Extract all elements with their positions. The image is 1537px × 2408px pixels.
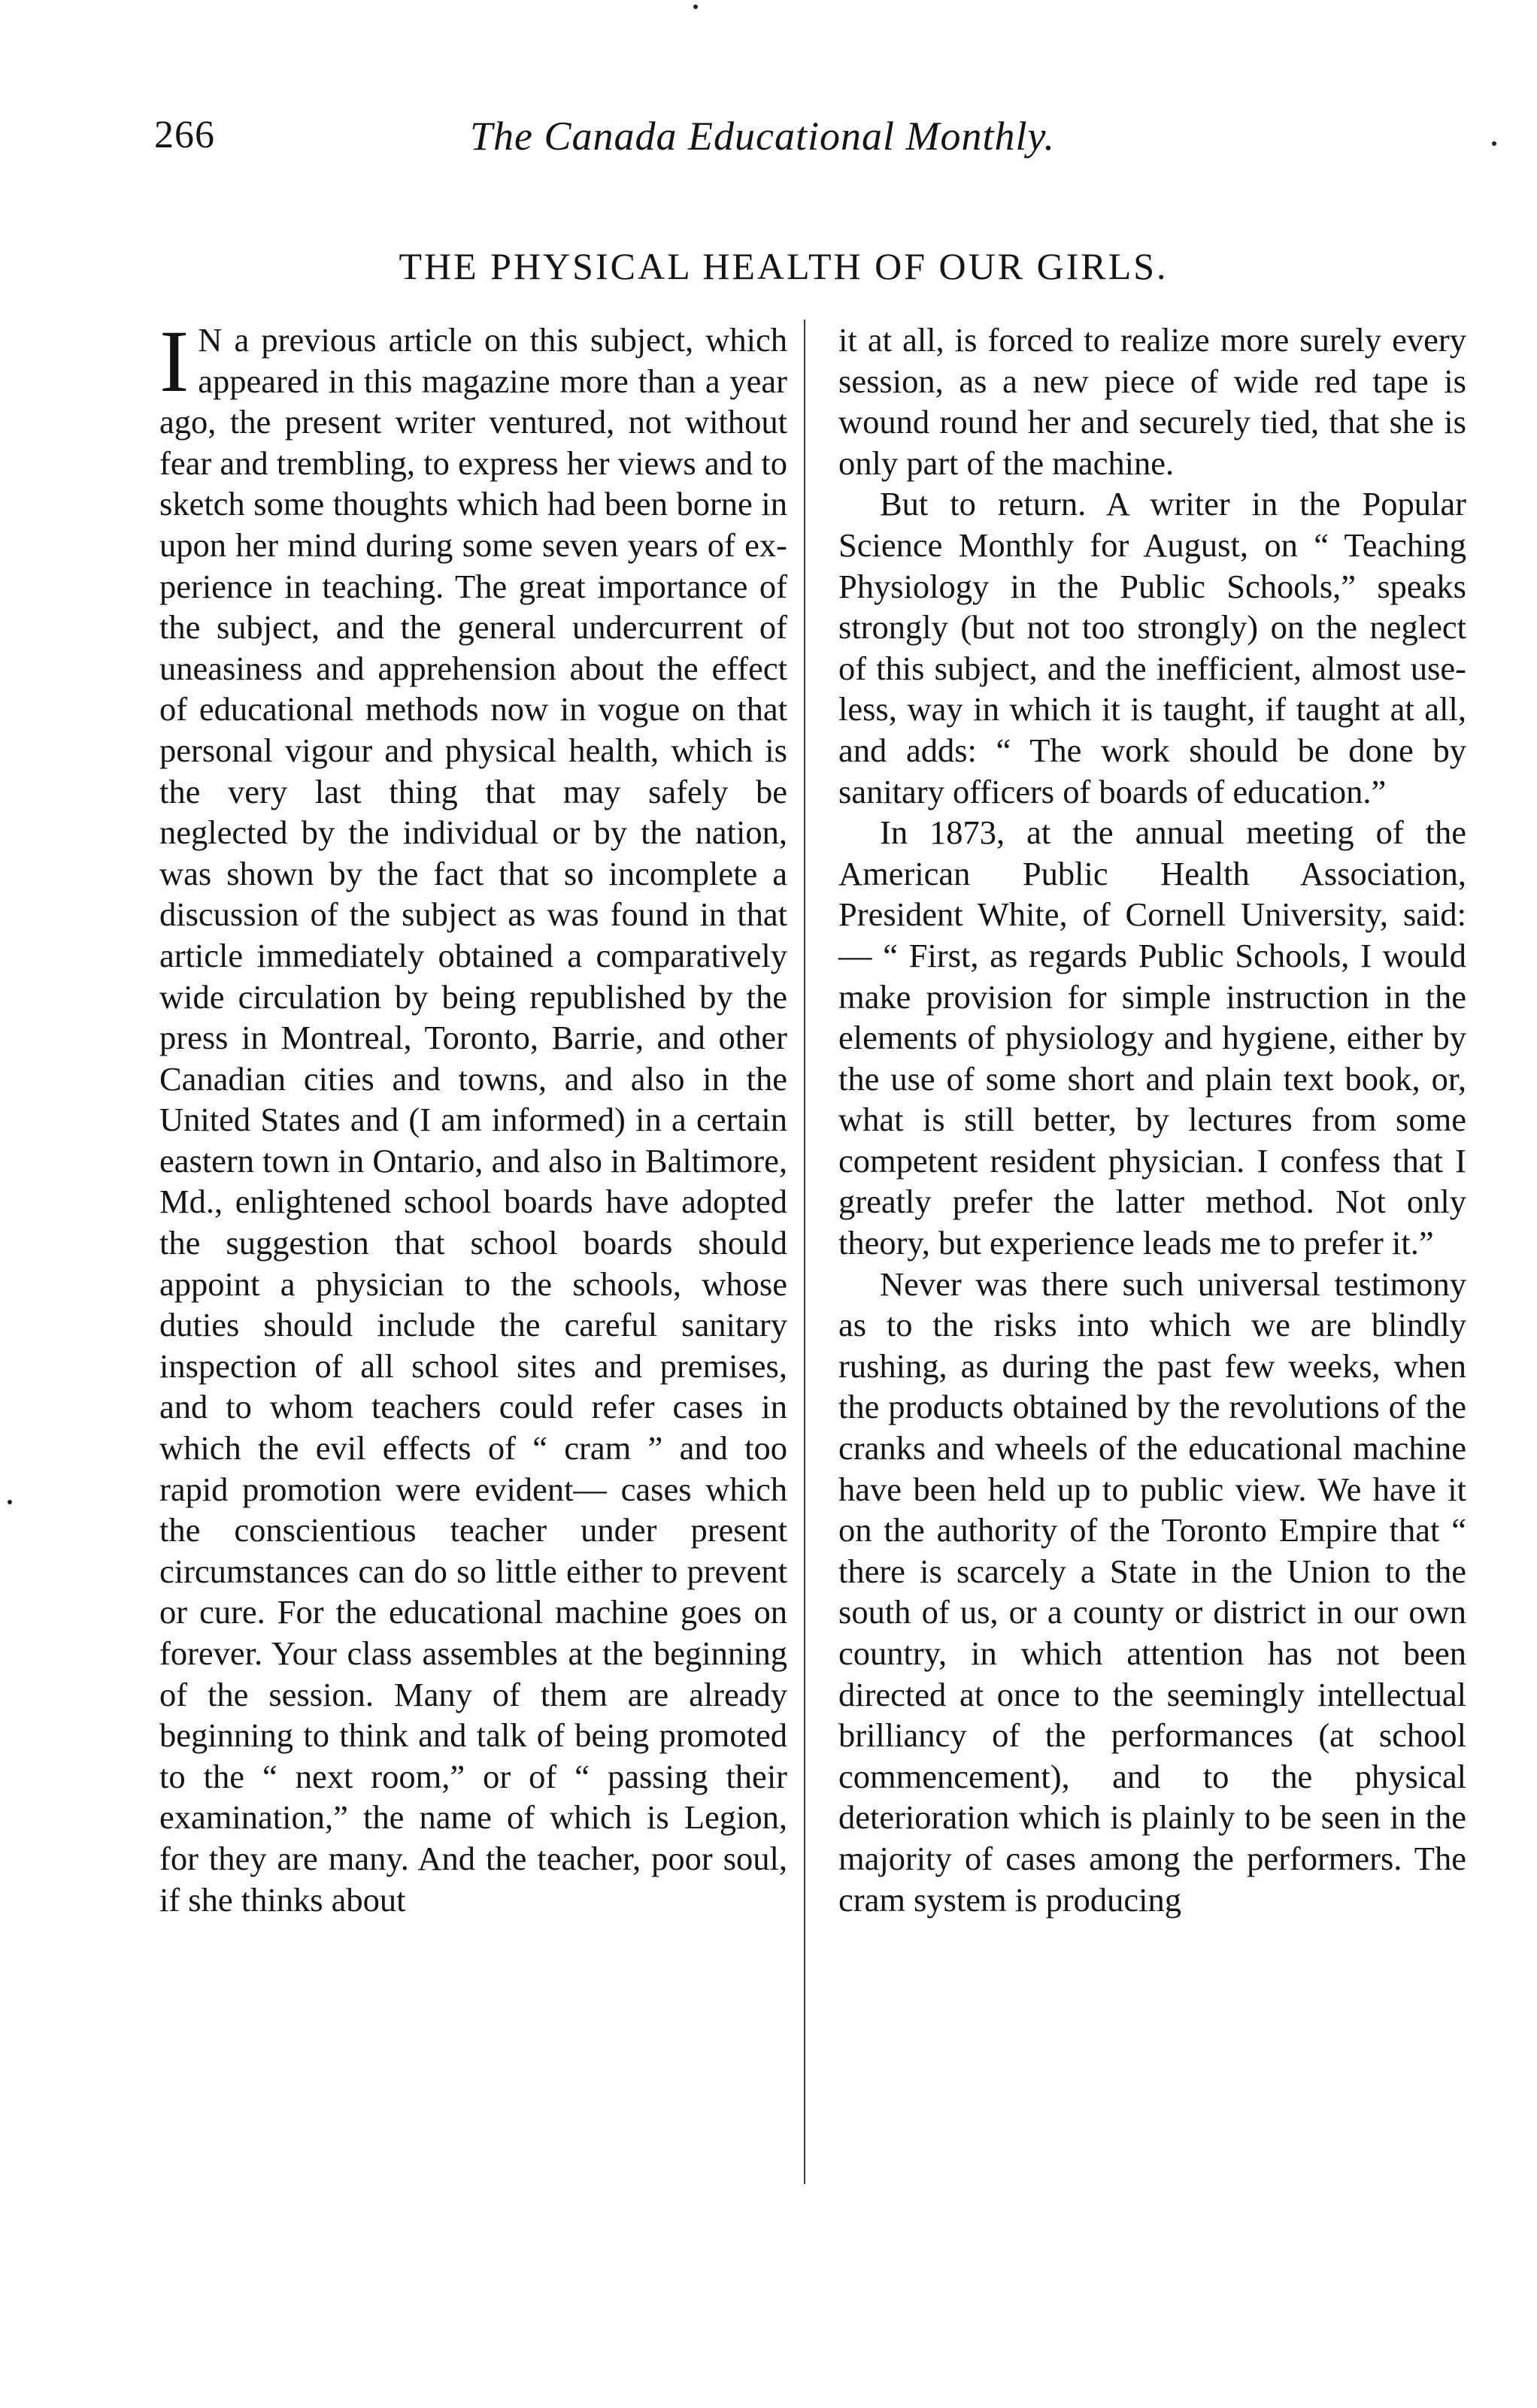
paragraph: it at all, is forced to realize more surely every session, as a new piece of wide red tape is wound round her and securely tied, that she is only part of the machine. — [838, 321, 1466, 482]
left-column — [159, 312, 787, 1920]
print-speck — [693, 5, 698, 9]
right-column — [838, 320, 1466, 1920]
print-speck — [1492, 141, 1496, 146]
running-head — [154, 113, 1478, 173]
paragraph: In 1873, at the annual meeting of the American Public Health Association, President White, of Cornell University, said:— “ First, as regards Public Schools, I would make provision for simple instruction in the elements of physiology and hygiene, either by the use of some short and plain text book, or, what is still better, by lectures from some competent resident physician. I confess that I greatly prefer the latter method. Not only theory, but experience leads me to prefer it.” — [838, 813, 1466, 1262]
journal-title: The Canada Educational Monthly. — [470, 114, 1055, 159]
page-number: 266 — [154, 114, 215, 156]
paragraph: N a previous article on this subject, which appeared in this magazine more than a year ago, the present writer ventured, not without fear and trembling, to express her views and to sketch some thoughts which had been borne in upon her mind during some seven years of experience in teaching. The great importance of the subject, and the general undercurrent of uneasiness and apprehension about the effect of educational methods now in vogue on that personal vigour and physical health, which is the very last thing that may safely be neglected by the individual or by the nation, was shown by the fact that so incomplete a discussion of the subject as was found in that article immediately obtained a comparatively wide circulation by being republished by the press in Montreal, Toronto, Barrie, and other Canadian cities and towns, and also in the United States and (I am informed) in a certain eastern town in Ontario, and also in Baltimore, Md., enlightened school boards have adopted the suggestion that school boards should appoint a physician to the schools, whose duties should include the careful sanitary inspection of all school sites and premises, and to whom teachers could refer cases in which the evil effects of “ cram ” and too rapid promotion were evident— cases which the conscientious teacher under present circumstances can do so little either to prevent or cure. For the educational machine goes on forever. Your class assembles at the beginning of the session. Many of them are already beginning to think and talk of being promoted to the “ next room,” or of “ passing their examination,” the name of which is Legion, for they are many. And the teacher, poor soul, if she thinks about — [159, 321, 787, 1919]
column-divider — [804, 320, 805, 2184]
article-title: THE PHYSICAL HEALTH OF OUR GIRLS. — [399, 245, 1169, 287]
print-speck — [8, 1500, 12, 1504]
drop-cap: I — [159, 312, 189, 410]
paragraph: Never was there such universal testimony as to the risks into which we are blindly rushing, as during the past few weeks, when the products obtained by the revolutions of the cranks and wheels of the educational machine have been held up to public view. We have it on the authority of the Toronto Empire that “ there is scarcely a State in the Union to the south of us, or a county or district in our own country, in which attention has not been directed at once to the seemingly intellectual brilliancy of the performances (at school commencement), and to the physical deterioration which is plainly to be seen in the majority of cases among the performers. The cram system is producing — [838, 1265, 1466, 1919]
paragraph: But to return. A writer in the Popular Science Monthly for August, on “ Teaching Physiology in the Public Schools,” speaks strongly (but not too strongly) on the neglect of this subject, and the inefficient, almost useless, way in which it is taught, if taught at all, and adds: “ The work should be done by sanitary officers of boards of education.” — [838, 485, 1466, 810]
